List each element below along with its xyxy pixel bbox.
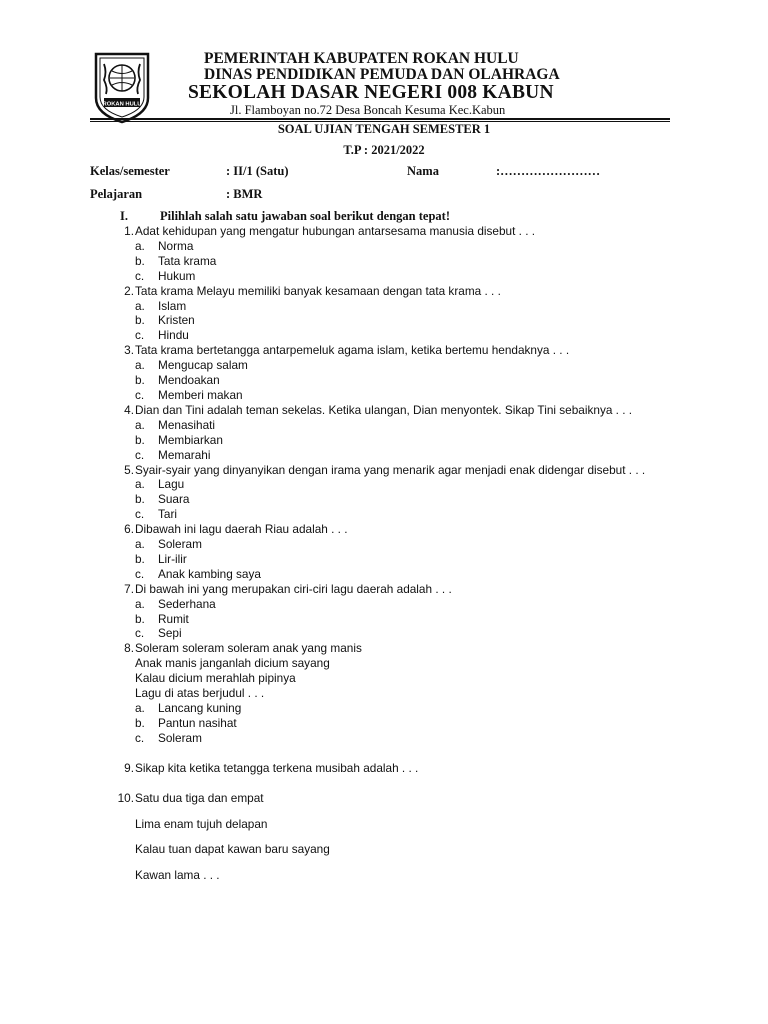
option-letter: c. xyxy=(135,268,145,283)
question-text: Di bawah ini yang merupakan ciri-ciri lagu daerah adalah . . . xyxy=(135,581,452,596)
question-text: Dian dan Tini adalah teman sekelas. Ketika ulangan, Dian menyontek. Sikap Tini sebaiknya . . . xyxy=(135,402,633,417)
option-letter: a. xyxy=(135,701,145,715)
option-text: Hukum xyxy=(158,268,196,283)
header-address: Jl. Flamboyan no.72 Desa Boncah Kesuma Kec.Kabun xyxy=(230,103,506,117)
question-number: 6. xyxy=(124,522,134,537)
answer-option[interactable] xyxy=(135,567,672,582)
subject-value: : BMR xyxy=(226,187,263,201)
question-text: Sikap kita ketika tetangga terkena musibah adalah . . . xyxy=(135,760,419,775)
option-text: Tari xyxy=(158,507,178,522)
option-text: Tata krama xyxy=(158,253,217,268)
option-letter: c. xyxy=(135,626,145,641)
option-text: Anak kambing saya xyxy=(158,566,261,581)
option-text: Soleram xyxy=(158,537,202,552)
answer-option[interactable] xyxy=(135,358,672,373)
subject-label: Pelajaran xyxy=(90,187,143,201)
header-divider xyxy=(90,118,670,120)
question-7 xyxy=(112,582,672,642)
exam-title: SOAL UJIAN TENGAH SEMESTER 1 xyxy=(277,122,491,136)
regency-logo xyxy=(90,50,154,124)
option-text: Mengucap salam xyxy=(158,358,248,373)
option-letter: a. xyxy=(135,596,145,611)
answer-option[interactable] xyxy=(135,373,672,388)
section-heading xyxy=(120,209,450,224)
option-text: Memberi makan xyxy=(158,387,243,402)
question-number: 3. xyxy=(124,343,134,358)
option-letter: b. xyxy=(135,492,145,507)
answer-option[interactable] xyxy=(135,418,672,433)
question-4 xyxy=(112,403,672,463)
question-5 xyxy=(112,463,672,523)
option-text: Hindu xyxy=(158,328,189,343)
option-letter: c. xyxy=(135,328,145,343)
option-text: Norma xyxy=(158,238,194,253)
section-instruction: Pilihlah salah satu jawaban soal berikut dengan tepat! xyxy=(160,209,450,223)
question-text: Syair-syair yang dinyanyikan dengan irama yang menarik agar menjadi enak didengar disebut . . . xyxy=(135,462,646,477)
answer-option[interactable] xyxy=(135,328,672,343)
option-letter: c. xyxy=(135,730,145,745)
question-8 xyxy=(112,641,672,745)
answer-option[interactable] xyxy=(135,239,672,254)
option-letter: b. xyxy=(135,432,145,447)
option-letter: a. xyxy=(135,417,145,432)
question-2 xyxy=(112,284,672,344)
option-text: Suara xyxy=(158,492,190,507)
header-government: PEMERINTAH KABUPATEN ROKAN HULU xyxy=(204,50,519,67)
question-10 xyxy=(112,791,672,884)
question-list xyxy=(112,224,672,883)
option-text: Membiarkan xyxy=(158,432,223,447)
answer-option[interactable] xyxy=(135,731,672,746)
question-number: 10. xyxy=(117,790,134,805)
option-letter: b. xyxy=(135,551,145,566)
answer-option[interactable] xyxy=(135,626,672,641)
option-text: Memarahi xyxy=(158,447,211,462)
answer-option[interactable] xyxy=(135,388,672,403)
option-letter: a. xyxy=(135,537,145,552)
question-text: Tata krama bertetangga antarpemeluk agama islam, ketika bertemu hendaknya . . . xyxy=(135,343,570,358)
option-letter: a. xyxy=(135,477,145,492)
answer-option[interactable] xyxy=(135,313,672,328)
answer-option[interactable] xyxy=(135,716,672,731)
option-letter: b. xyxy=(135,715,145,730)
option-text: Pantun nasihat xyxy=(158,715,237,730)
question-3 xyxy=(112,343,672,403)
option-text: Lagu xyxy=(158,477,185,492)
option-letter: b. xyxy=(135,253,145,268)
section-number: I. xyxy=(120,209,128,223)
option-letter: c. xyxy=(135,566,145,581)
answer-option[interactable] xyxy=(135,552,672,567)
option-text: Soleram xyxy=(158,730,202,745)
answer-option[interactable] xyxy=(135,612,672,627)
academic-year: T.P : 2021/2022 xyxy=(343,143,425,157)
option-text: Sederhana xyxy=(158,596,216,611)
question-9 xyxy=(112,761,672,776)
answer-option[interactable] xyxy=(135,492,672,507)
name-field[interactable]: :…………………… xyxy=(496,164,601,178)
answer-option[interactable] xyxy=(135,254,672,269)
option-text: Kristen xyxy=(158,313,195,328)
question-number: 4. xyxy=(124,402,134,417)
answer-option[interactable] xyxy=(135,597,672,612)
question-verse-line: Kalau tuan dapat kawan baru sayang xyxy=(135,842,330,857)
option-letter: b. xyxy=(135,373,145,388)
option-letter: c. xyxy=(135,387,145,402)
option-letter: a. xyxy=(135,298,145,313)
question-text: Tata krama Melayu memiliki banyak kesamaan dengan tata krama . . . xyxy=(135,283,501,298)
header-school-name: SEKOLAH DASAR NEGERI 008 KABUN xyxy=(188,82,554,103)
option-letter: a. xyxy=(135,238,145,253)
answer-option[interactable] xyxy=(135,299,672,314)
question-text: Dibawah ini lagu daerah Riau adalah . . . xyxy=(135,522,348,537)
option-letter: a. xyxy=(135,358,145,373)
option-text: Rumit xyxy=(158,611,189,626)
class-label: Kelas/semester xyxy=(90,164,170,178)
question-verse-line: Kawan lama . . . xyxy=(135,868,220,883)
question-text: Adat kehidupan yang mengatur hubungan antarsesama manusia disebut . . . xyxy=(135,224,536,238)
option-letter: b. xyxy=(135,611,145,626)
class-value: : II/1 (Satu) xyxy=(226,164,289,178)
answer-option[interactable] xyxy=(135,537,672,552)
answer-option[interactable] xyxy=(135,448,672,463)
question-number: 5. xyxy=(124,462,134,477)
option-letter: b. xyxy=(135,313,145,328)
answer-option[interactable] xyxy=(135,269,672,284)
question-number: 7. xyxy=(124,581,134,596)
question-1 xyxy=(112,224,672,284)
answer-option[interactable] xyxy=(135,433,672,448)
question-number: 8. xyxy=(124,641,134,656)
question-number: 2. xyxy=(124,283,134,298)
option-text: Mendoakan xyxy=(158,373,220,388)
option-text: Lir-ilir xyxy=(158,551,187,566)
question-number: 9. xyxy=(124,760,134,775)
question-verse-line: Lima enam tujuh delapan xyxy=(135,816,268,831)
header-department: DINAS PENDIDIKAN PEMUDA DAN OLAHRAGA xyxy=(204,66,560,83)
option-text: Sepi xyxy=(158,626,182,641)
option-letter: c. xyxy=(135,447,145,462)
question-text: Satu dua tiga dan empat xyxy=(135,790,264,805)
question-6 xyxy=(112,522,672,582)
name-label: Nama xyxy=(407,164,439,178)
answer-option[interactable] xyxy=(135,477,672,492)
option-text: Islam xyxy=(158,298,187,313)
logo-text: ROKAN HULU xyxy=(102,101,142,108)
option-text: Lancang kuning xyxy=(158,701,242,715)
option-text: Menasihati xyxy=(158,417,216,432)
answer-option[interactable] xyxy=(135,701,672,716)
option-letter: c. xyxy=(135,507,145,522)
question-text: Soleram soleram soleram anak yang manis Anak manis janganlah dicium sayang Kalau dicium merahlah pipinya Lagu di atas berjudul . . . xyxy=(135,641,362,701)
question-number: 1. xyxy=(124,224,134,238)
answer-option[interactable] xyxy=(135,507,672,522)
